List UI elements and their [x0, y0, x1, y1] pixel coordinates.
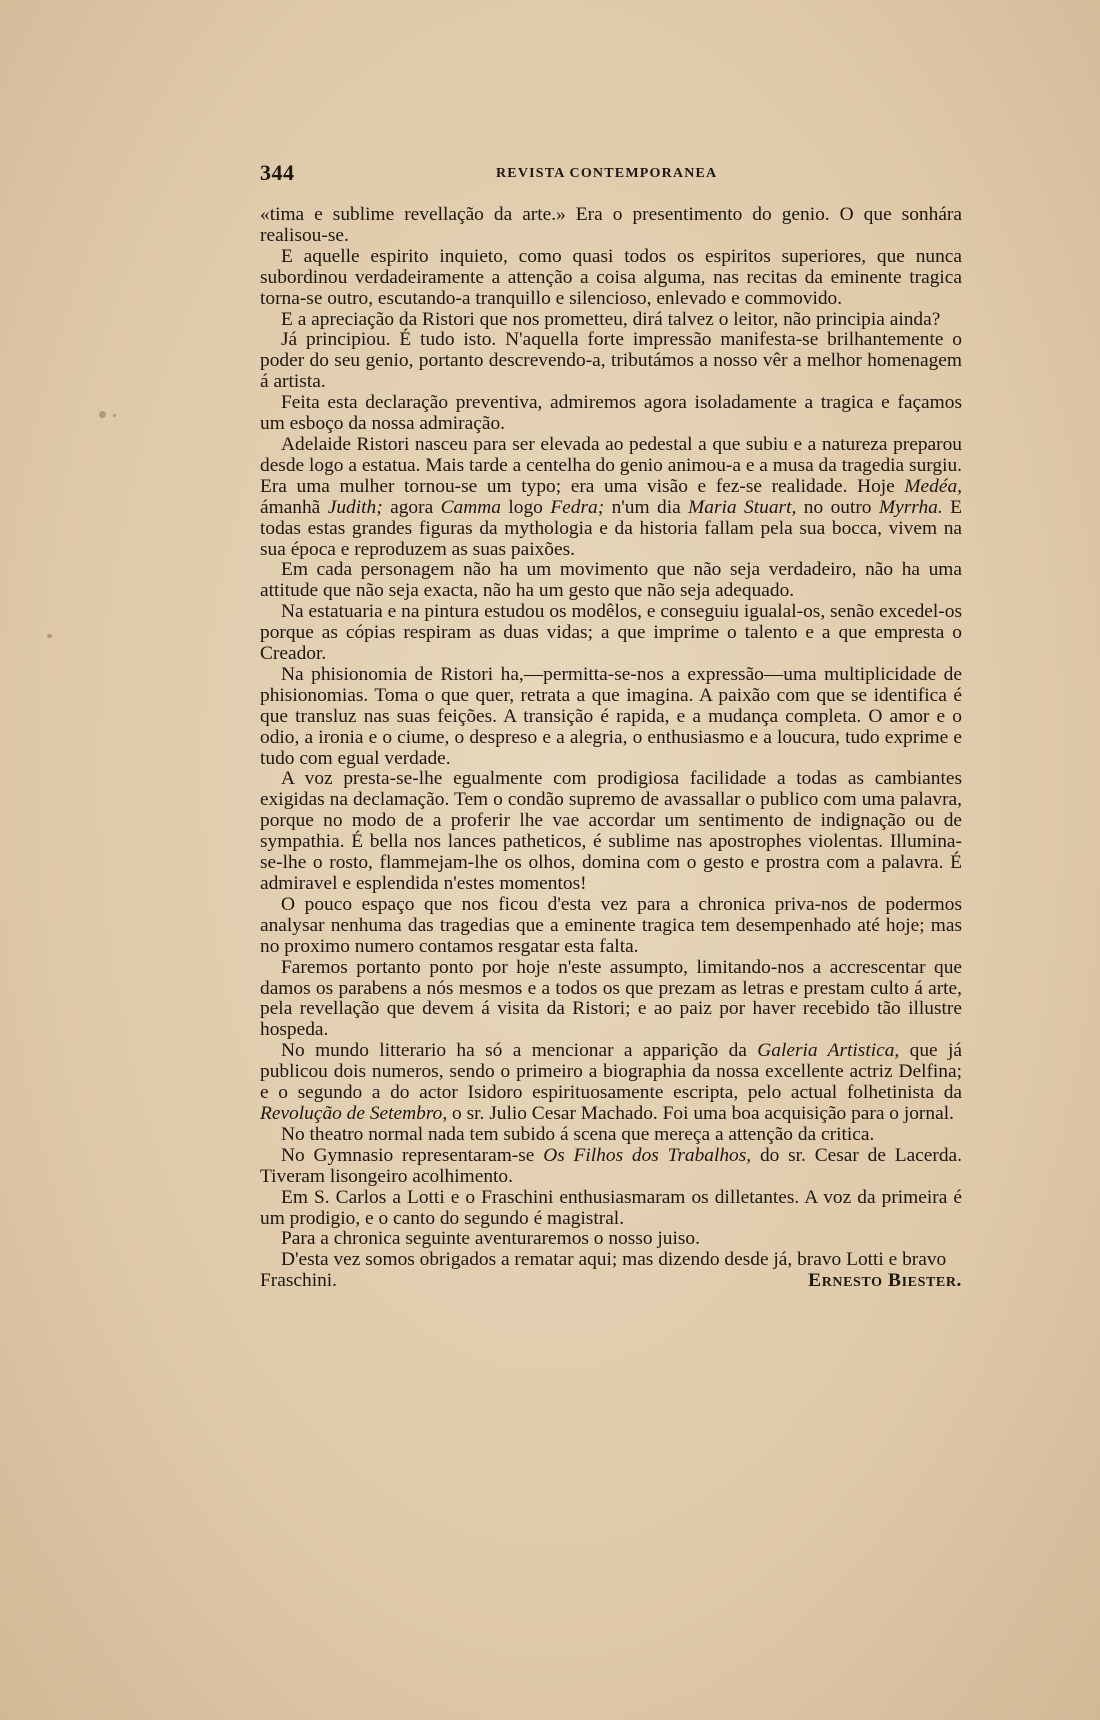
- paragraph: Para a chronica seguinte aventuraremos o nosso juiso.: [281, 1228, 700, 1250]
- ink-spot: [113, 414, 116, 417]
- italic-title: Medéa,: [904, 475, 962, 497]
- paragraph: E a apreciação da Ristori que nos prometteu, dirá talvez o leitor, não principia ainda?: [281, 308, 941, 330]
- paragraph: [260, 1146, 962, 1188]
- text-run: No mundo litterario ha só a mencionar a apparição da: [281, 1040, 758, 1062]
- ink-spot: [47, 634, 52, 638]
- italic-title: Galeria Artistica,: [757, 1040, 900, 1062]
- paragraph: Na estatuaria e na pintura estudou os modêlos, e conseguiu igualal-os, senão excedel-os porque as cópias respiram as duas vidas; a que imprime o talento e a que empresta o Creador.: [260, 601, 962, 665]
- paragraph: Na phisionomia de Ristori ha,—permitta-se-nos a expressão—uma multiplicidade de phisionomias. Toma o que quer, retrata a que imagina. A paixão com que se identifica é que transluz nas suas feições. A transição é rapida, e a mudança completa. O amor e o odio, a ironia e o ciume, o despreso e a alegria, o enthusiasmo e a loucura, tudo exprime e tudo com egual verdade.: [260, 663, 962, 769]
- paragraph: Em S. Carlos a Lotti e o Fraschini enthusiasmaram os dilletantes. A voz da primeira é um prodigio, e o canto do segundo é magistral.: [260, 1186, 962, 1229]
- paragraph: Faremos portanto ponto por hoje n'este assumpto, limitando-nos a accrescentar que damos os parabens a nós mesmos e a todos os que prezam as letras e prestam culto á arte, pela revellação que devem á visita da Ristori; e ao paiz por haver recebido tão illustre hospeda.: [260, 956, 962, 1041]
- paragraph: Feita esta declaração preventiva, admiremos agora isoladamente a tragica e façamos um esboço da nossa admiração.: [260, 392, 962, 435]
- text-run: agora: [382, 496, 441, 518]
- italic-title: Revolução de Setembro,: [260, 1102, 448, 1124]
- text-run: o sr. Julio Cesar Machado. Foi uma boa acquisição para o jornal.: [447, 1102, 954, 1124]
- text-run: do sr. Cesar de Lacerda. Tiveram lisongeiro acolhimento.: [260, 1144, 963, 1187]
- text-run: logo: [500, 496, 551, 518]
- text-run: ámanhã: [260, 496, 328, 518]
- paragraph: Em cada personagem não ha um movimento que não seja verdadeiro, não ha uma attitude que não seja exacta, não ha um gesto que não seja adequado.: [260, 559, 962, 602]
- text-run: que já publicou dois numeros, sendo o primeiro a biographia da nossa excellente actriz Delfina; e o segundo a do actor Isidoro espirituosamente escripta, pelo actual folhetinista da: [260, 1040, 962, 1104]
- author-signature: Ernesto Biester.: [808, 1270, 962, 1292]
- italic-title: Os Filhos dos Trabalhos,: [543, 1144, 752, 1166]
- paragraph: [260, 1041, 962, 1125]
- article-body: [260, 205, 962, 1292]
- text-run: n'um dia: [604, 496, 689, 518]
- italic-title: Fedra;: [550, 496, 605, 518]
- paragraph: O pouco espaço que nos ficou d'esta vez para a chronica priva-nos de podermos analysar nenhuma das tragedias que a eminente tragica tem desempenhado até hoje; mas no proximo numero contamos resgatar esta falta.: [260, 893, 962, 957]
- paragraph: No theatro normal nada tem subido á scena que mereça a attenção da critica.: [281, 1123, 875, 1145]
- text-run: Adelaide Ristori nasceu para ser elevada ao pedestal a que subiu e a natureza preparou desde logo a estatua. Mais tarde a centelha do genio animou-a e a musa da tragedia surgiu. Era uma mulher tornou-se um typo; era uma visão e fez-se realidade. Hoje: [260, 433, 962, 497]
- text-run: D'esta vez somos obrigados a rematar aqui; mas dizendo desde já, bravo Lotti e bravo Fraschini.: [260, 1249, 947, 1292]
- paragraph: E aquelle espirito inquieto, como quasi todos os espiritos superiores, que nunca subordinou verdadeiramente a attenção a coisa alguma, nas recitas da eminente tragica torna-se outro, escutando-a tranquillo e silencioso, enlevado e commovido.: [260, 245, 962, 309]
- italic-title: Myrrha.: [878, 496, 943, 518]
- text-run: No Gymnasio representaram-se: [281, 1144, 544, 1166]
- text-run: E todas estas grandes figuras da mythologia e da historia fallam pela sua bocca, vivem na sua época e reproduzem as suas paixões.: [260, 496, 962, 560]
- paragraph: «tima e sublime revellação da arte.» Era o presentimento do genio. O que sonhára realisou-se.: [260, 204, 962, 246]
- paragraph: Já principiou. É tudo isto. N'aquella forte impressão manifesta-se brilhantemente o poder do seu genio, portanto descrevendo-a, tributámos a nosso vêr a melhor homenagem á artista.: [260, 329, 962, 393]
- page-header: [260, 160, 962, 190]
- italic-title: Camma: [440, 496, 501, 518]
- text-run: no outro: [796, 496, 879, 518]
- running-title: REVISTA CONTEMPORANEA: [496, 166, 718, 181]
- italic-title: Maria Stuart,: [688, 496, 797, 518]
- paragraph: [260, 435, 962, 560]
- italic-title: Judith;: [327, 496, 383, 518]
- closing-paragraph: [260, 1250, 962, 1292]
- paragraph: A voz presta-se-lhe egualmente com prodigiosa facilidade a todas as cambiantes exigidas na declamação. Tem o condão supremo de avassallar o publico com uma palavra, porque no modo de a proferir lhe vae accordar um sentimento de indignação ou de sympathia. É bella nos lances patheticos, é sublime nas apostrophes violentas. Illumina-se-lhe o rosto, flammejam-lhe os olhos, domina com o gesto e prostra com a palavra. É admiravel e esplendida n'estes momentos!: [260, 768, 962, 894]
- page-number: 344: [260, 160, 295, 185]
- ink-spot: [99, 411, 106, 418]
